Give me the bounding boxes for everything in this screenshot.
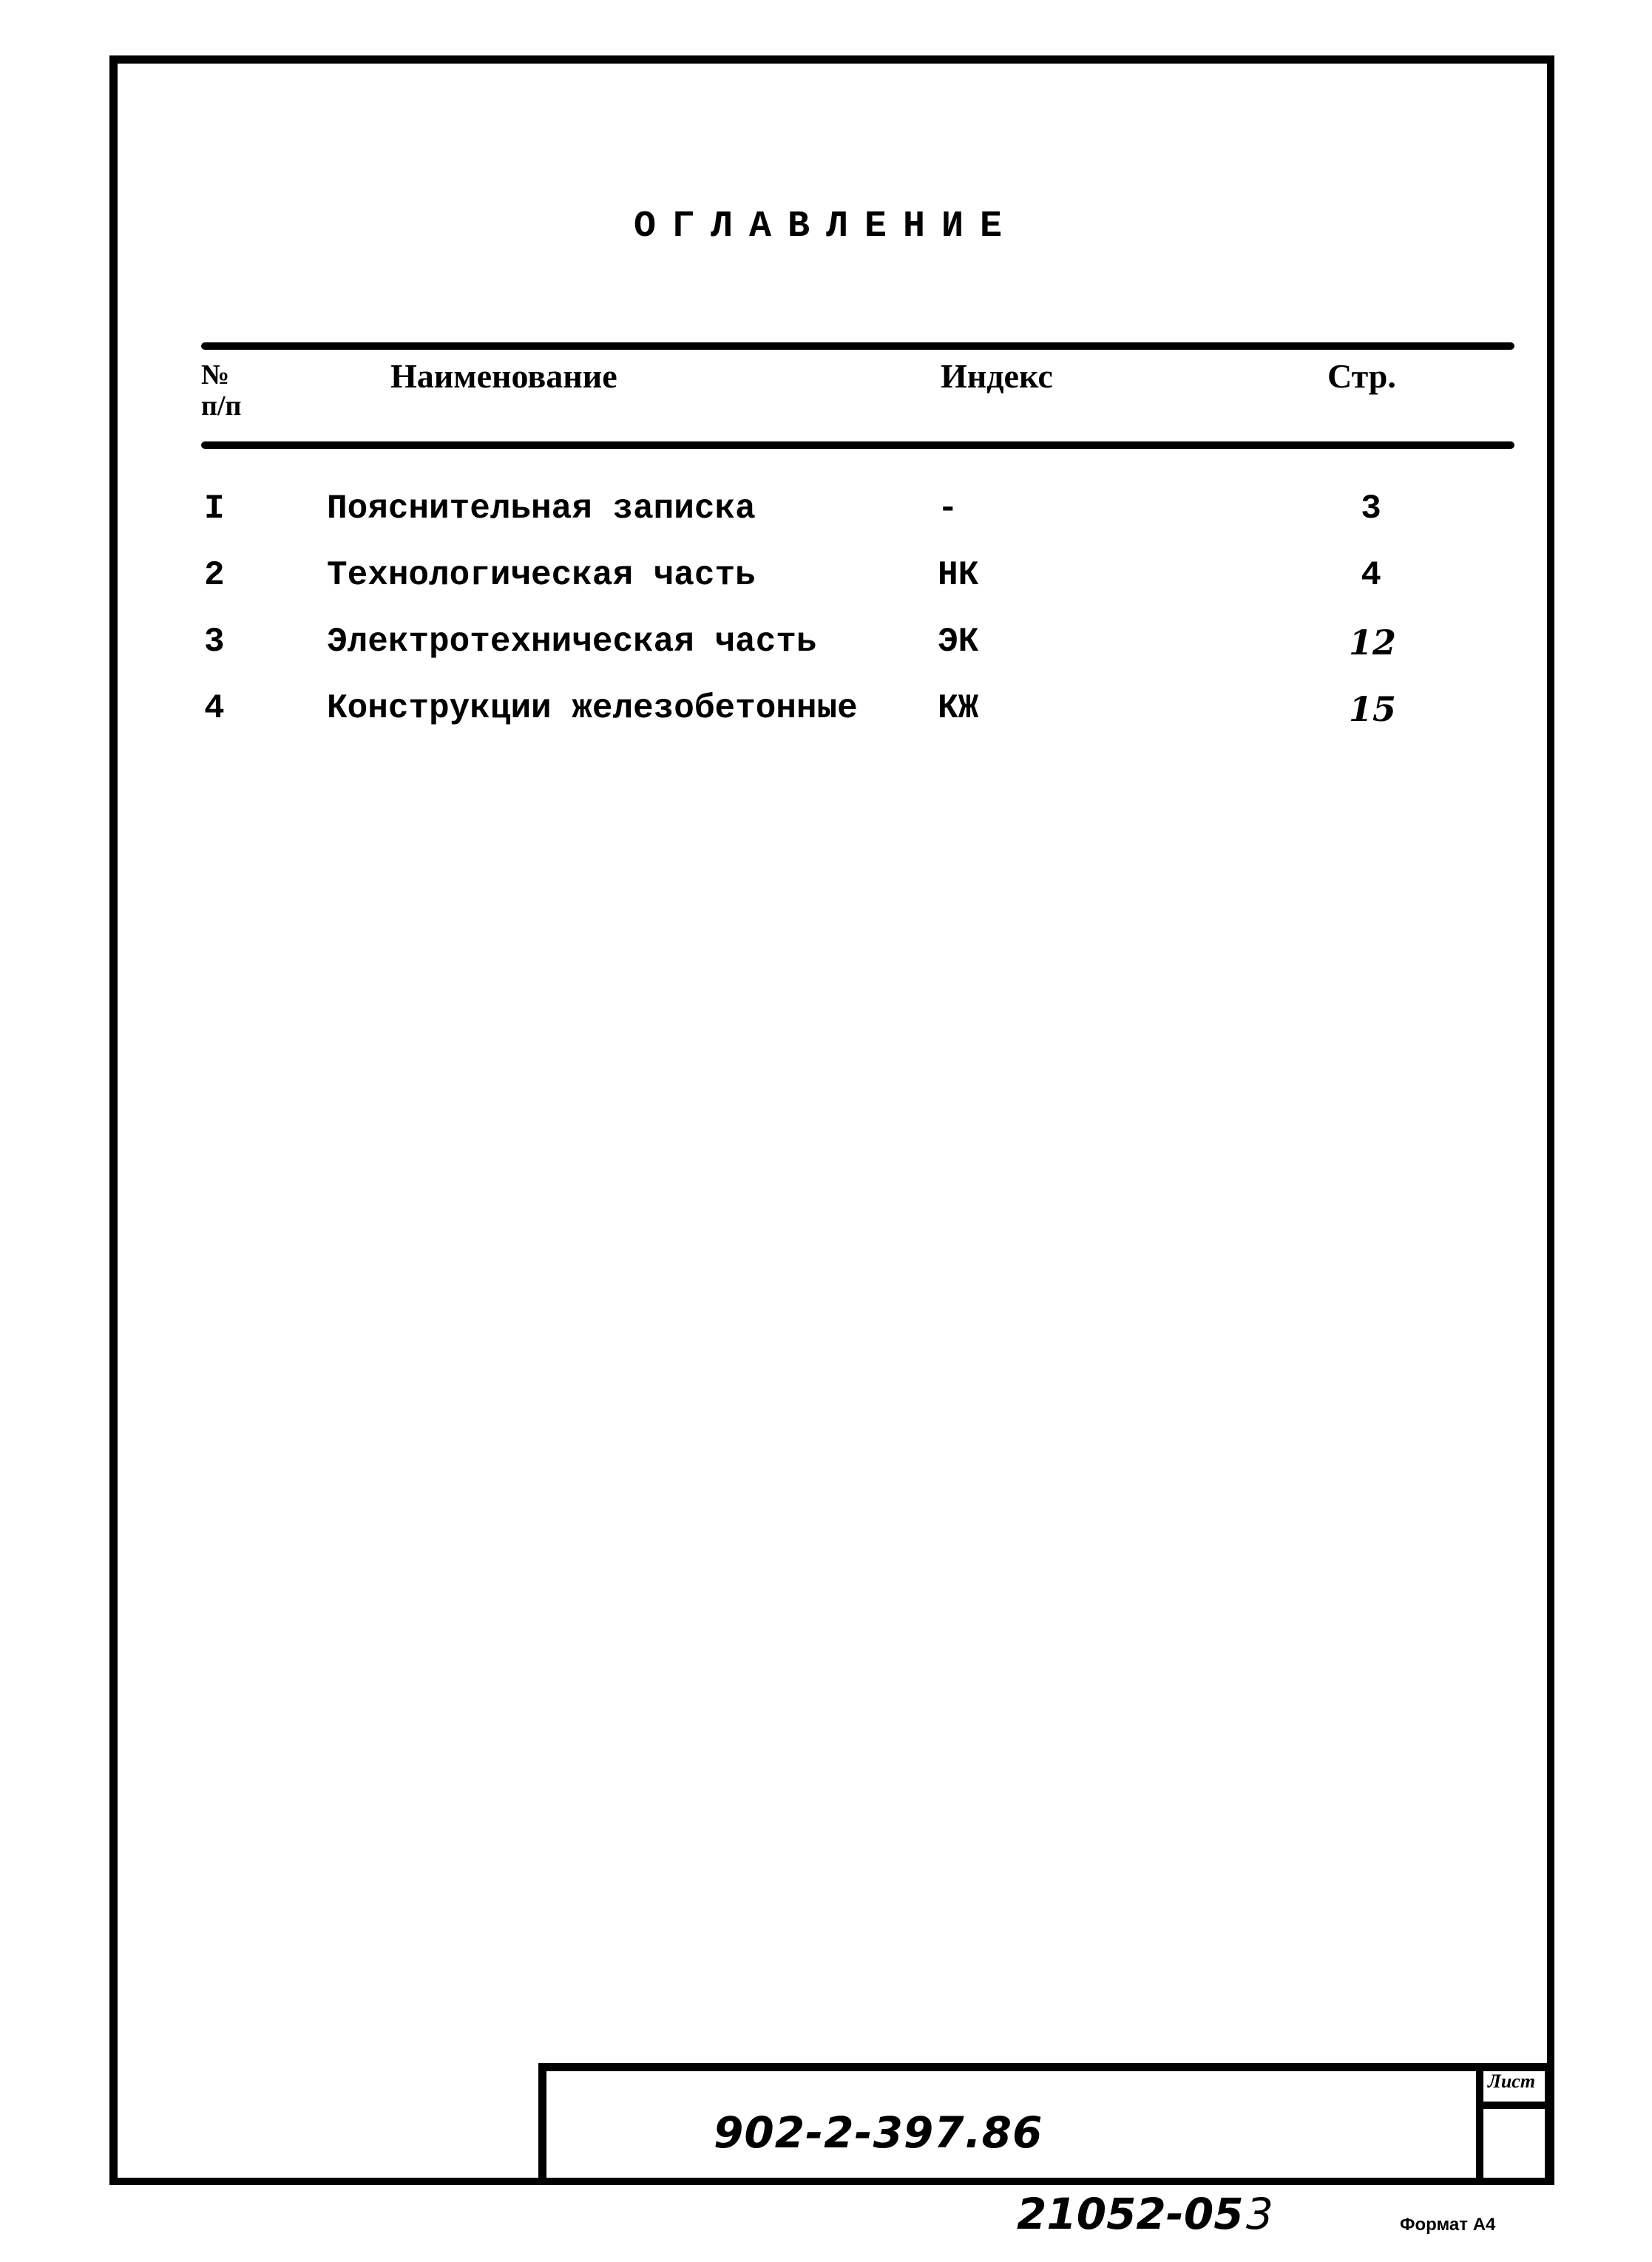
row-index: - [938, 490, 958, 528]
column-header-page: Стр. [1327, 357, 1396, 395]
table-row [0, 556, 1652, 615]
title-block-sheet-label: Лист [1488, 2070, 1536, 2092]
title-block-sheet-label-rule [1479, 2102, 1553, 2109]
table-header-top-rule [201, 342, 1514, 350]
table-header-bottom-rule [201, 441, 1514, 449]
sheet-number: 3 [1246, 2189, 1273, 2239]
row-index: ЭК [938, 623, 979, 661]
row-number: 4 [204, 689, 225, 728]
row-name: Технологическая часть [327, 556, 756, 595]
column-header-number-line2: п/п [201, 390, 242, 421]
column-header-number-line1: № [201, 359, 230, 390]
title-block-designation: 902-2-397.86 [714, 2107, 1043, 2158]
row-number: 3 [204, 623, 225, 661]
column-header-number [201, 359, 241, 421]
row-name: Электротехническая часть [327, 623, 817, 661]
row-page: 12 [1349, 623, 1397, 663]
row-name: Конструкции железобетонные [327, 689, 858, 728]
row-page: 15 [1349, 689, 1397, 729]
row-page: 4 [1361, 556, 1381, 595]
archive-number: 21052-05 [1017, 2189, 1244, 2239]
title-block [538, 2063, 1553, 2185]
table-row [0, 689, 1652, 748]
frame-border-left [109, 55, 118, 2185]
row-index: КЖ [938, 689, 979, 728]
row-number: I [204, 490, 225, 528]
row-name: Пояснительная записка [327, 490, 756, 528]
row-page: 3 [1361, 490, 1381, 528]
column-header-index: Индекс [941, 357, 1053, 395]
column-header-name: Наименование [390, 357, 617, 395]
paper-format: Формат А4 [1400, 2215, 1496, 2235]
row-number: 2 [204, 556, 225, 595]
row-index: НК [938, 556, 979, 595]
frame-border-right [1547, 55, 1554, 2185]
table-row [0, 623, 1652, 682]
frame-border-top [109, 55, 1554, 64]
title-block-sheet-divider [1476, 2063, 1483, 2181]
table-row [0, 490, 1652, 549]
page-title: ОГЛАВЛЕНИЕ [633, 206, 1019, 248]
